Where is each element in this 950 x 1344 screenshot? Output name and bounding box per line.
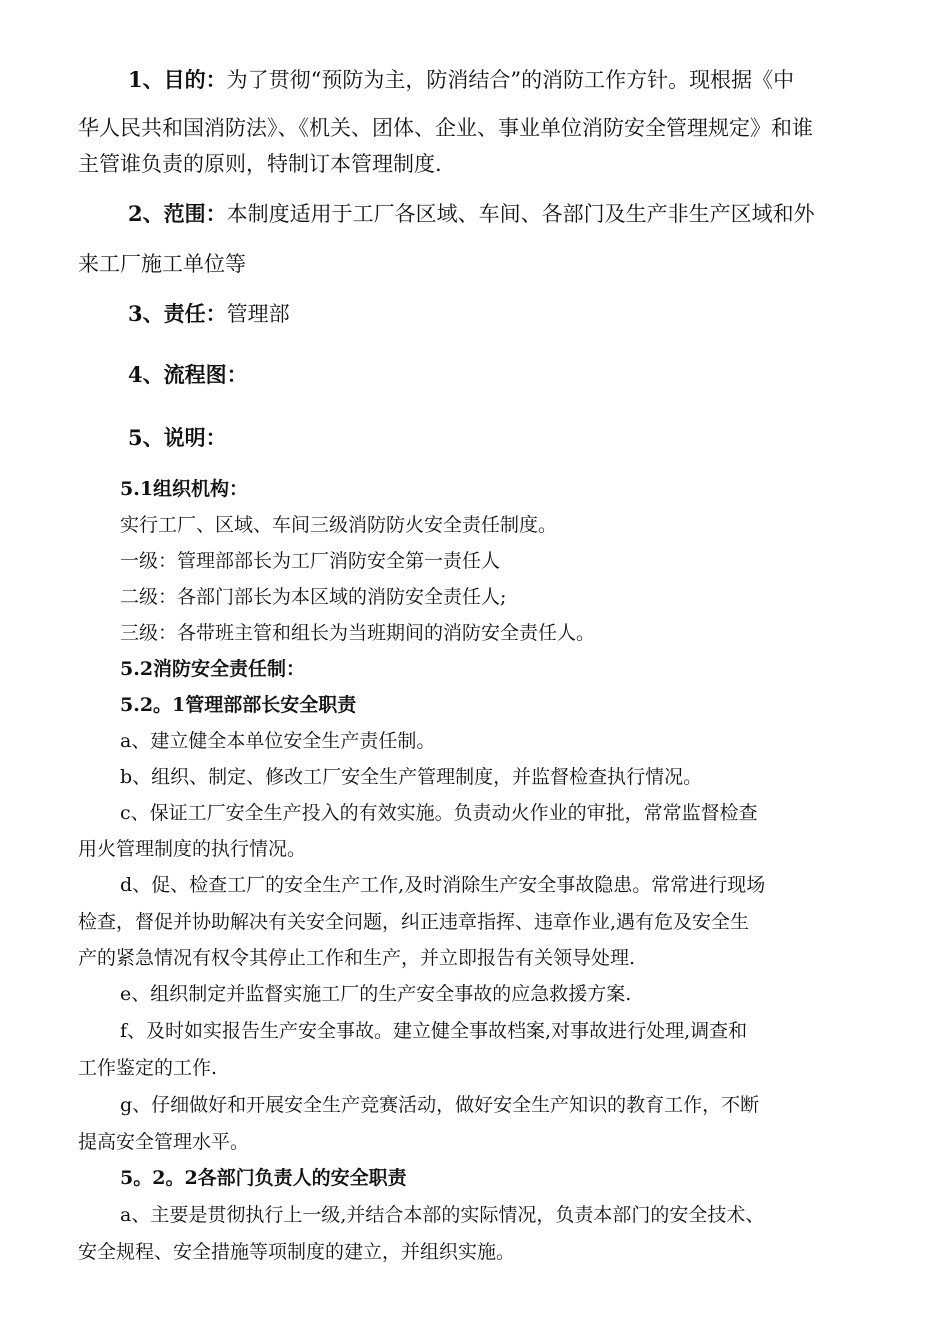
- purpose-paragraph-line-3: 主管谁负责的原则，特制订本管理制度.: [78, 152, 442, 176]
- manager-duty-c-line-2: 用火管理制度的执行情况。: [78, 838, 307, 860]
- responsibility-system-heading: 5.2消防安全责任制：: [120, 658, 306, 680]
- department-duty-a-line-1: a、主要是贯彻执行上一级,并结合本部的实际情况，负责本部门的安全技术、: [120, 1204, 765, 1226]
- manager-duty-c-line-1: c、保证工厂安全生产投入的有效实施。负责动火作业的审批，常常监督检查: [120, 802, 758, 824]
- manager-duty-b: b、组织、制定、修改工厂安全生产管理制度，并监督检查执行情况。: [120, 766, 703, 788]
- scope-paragraph-line-1: [128, 198, 815, 228]
- manager-duties-heading: 5.2。1管理部部长安全职责: [120, 694, 357, 716]
- manager-duty-f-line-2: 工作鉴定的工作.: [78, 1057, 218, 1079]
- responsibility-line: [128, 298, 290, 328]
- manager-duty-g-line-2: 提高安全管理水平。: [78, 1131, 250, 1153]
- scope-paragraph-line-2: 来工厂施工单位等: [78, 252, 246, 276]
- purpose-heading: 1、目的：: [128, 67, 227, 92]
- manager-duty-g-line-1: g、仔细做好和开展安全生产竞赛活动，做好安全生产知识的教育工作，不断: [120, 1094, 760, 1116]
- org-heading: 5.1组织机构：: [120, 478, 249, 500]
- manager-duty-d-line-1: d、促、检查工厂的安全生产工作,及时消除生产安全事故隐患。常常进行现场: [120, 874, 766, 896]
- flowchart-heading: 4、流程图：: [128, 362, 248, 387]
- manager-duty-e: e、组织制定并监督实施工厂的生产安全事故的应急救援方案.: [120, 983, 632, 1005]
- manager-duty-d-line-2: 检查，督促并协助解决有关安全问题，纠正违章指挥、违章作业,遇有危及安全生: [78, 911, 750, 933]
- org-line-4: 三级：各带班主管和组长为当班期间的消防安全责任人。: [120, 622, 596, 644]
- purpose-paragraph-line-1: [128, 64, 794, 94]
- purpose-paragraph-line-2: 华人民共和国消防法》、《机关、团体、企业、事业单位消防安全管理规定》和谁: [78, 116, 813, 140]
- org-line-1: 实行工厂、区域、车间三级消防防火安全责任制度。: [120, 514, 558, 536]
- manager-duty-a: a、建立健全本单位安全生产责任制。: [120, 730, 436, 752]
- org-line-2: 一级：管理部部长为工厂消防安全第一责任人: [120, 550, 501, 572]
- department-duty-a-line-2: 安全规程、安全措施等项制度的建立，并组织实施。: [78, 1241, 516, 1263]
- responsibility-text: 管理部: [226, 302, 290, 326]
- department-duties-heading: 5。2。2各部门负责人的安全职责: [120, 1167, 407, 1189]
- purpose-text-1: 为了贯彻“预防为主，防消结合”的消防工作方针。现根据《中: [226, 68, 795, 92]
- scope-heading: 2、范围：: [128, 201, 227, 226]
- scope-text-1: 本制度适用于工厂各区域、车间、各部门及生产非生产区域和外: [226, 202, 815, 226]
- manager-duty-d-line-3: 产的紧急情况有权令其停止工作和生产，并立即报告有关领导处理.: [78, 947, 636, 969]
- explanation-heading: 5、说明：: [128, 425, 227, 450]
- responsibility-heading: 3、责任：: [128, 301, 227, 326]
- org-line-3: 二级：各部门部长为本区域的消防安全责任人;: [120, 586, 507, 608]
- manager-duty-f-line-1: f、及时如实报告生产安全事故。建立健全事故档案,对事故进行处理,调查和: [120, 1020, 748, 1042]
